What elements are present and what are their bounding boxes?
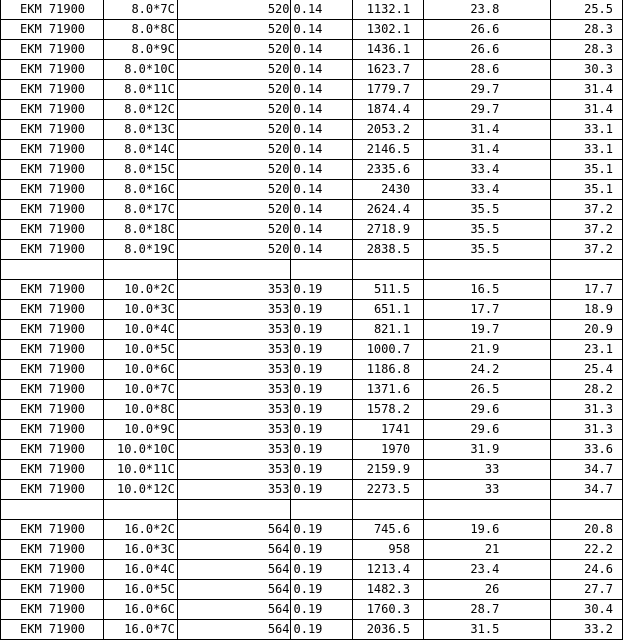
table-cell: 564: [177, 620, 290, 640]
table-cell: 34.7: [551, 480, 623, 500]
table-cell: 16.0*6C: [104, 600, 178, 620]
table-cell: 31.4: [551, 100, 623, 120]
table-cell: 0.19: [290, 620, 353, 640]
table-cell: 1000.7: [353, 340, 424, 360]
table-cell: 23.4: [424, 560, 551, 580]
table-cell: 31.4: [424, 140, 551, 160]
table-row: [1, 160, 623, 180]
table-cell: 520: [177, 200, 290, 220]
table-cell: 1186.8: [353, 360, 424, 380]
table-cell: 1371.6: [353, 380, 424, 400]
table-cell: 28.6: [424, 60, 551, 80]
table-row: [1, 220, 623, 240]
table-cell: [424, 500, 551, 520]
table-cell: [353, 500, 424, 520]
table-cell: 1132.1: [353, 0, 424, 20]
table-cell: 1578.2: [353, 400, 424, 420]
table-cell: 520: [177, 180, 290, 200]
table-row: [1, 400, 623, 420]
table-cell: 0.19: [290, 300, 353, 320]
table-cell: 0.14: [290, 20, 353, 40]
table-cell: 26: [424, 580, 551, 600]
table-cell: 26.6: [424, 40, 551, 60]
table-cell: 31.5: [424, 620, 551, 640]
table-cell: 353: [177, 360, 290, 380]
table-cell: 2273.5: [353, 480, 424, 500]
table-cell: 33.1: [551, 120, 623, 140]
table-cell: 1213.4: [353, 560, 424, 580]
table-cell: 23.1: [551, 340, 623, 360]
table-cell: 1482.3: [353, 580, 424, 600]
table-cell: 27.7: [551, 580, 623, 600]
table-cell: 35.1: [551, 160, 623, 180]
table-cell: 8.0*13C: [104, 120, 178, 140]
table-cell: EKM 71900: [1, 420, 104, 440]
table-cell: 8.0*8C: [104, 20, 178, 40]
table-cell: EKM 71900: [1, 360, 104, 380]
table-cell: 1741: [353, 420, 424, 440]
table-cell: 10.0*9C: [104, 420, 178, 440]
table-cell: EKM 71900: [1, 60, 104, 80]
table-cell: 10.0*12C: [104, 480, 178, 500]
table-cell: 0.14: [290, 0, 353, 20]
table-cell: 25.4: [551, 360, 623, 380]
table-row: [1, 340, 623, 360]
table-cell: 31.9: [424, 440, 551, 460]
table-cell: [290, 260, 353, 280]
table-row: [1, 620, 623, 640]
table-cell: 16.5: [424, 280, 551, 300]
table-row: [1, 0, 623, 20]
table-cell: 0.19: [290, 400, 353, 420]
table-cell: 0.14: [290, 120, 353, 140]
table-cell: 33.1: [551, 140, 623, 160]
table-cell: 8.0*11C: [104, 80, 178, 100]
table-cell: 0.14: [290, 60, 353, 80]
table-cell: 520: [177, 160, 290, 180]
table-cell: EKM 71900: [1, 400, 104, 420]
table-cell: 8.0*9C: [104, 40, 178, 60]
table-cell: 31.3: [551, 420, 623, 440]
table-row: [1, 580, 623, 600]
table-cell: 33.4: [424, 160, 551, 180]
table-cell: 520: [177, 120, 290, 140]
table-cell: EKM 71900: [1, 380, 104, 400]
table-cell: 8.0*19C: [104, 240, 178, 260]
table-cell: 353: [177, 440, 290, 460]
table-cell: 37.2: [551, 200, 623, 220]
table-cell: 20.8: [551, 520, 623, 540]
table-cell: 23.8: [424, 0, 551, 20]
table-cell: 8.0*10C: [104, 60, 178, 80]
table-cell: 0.19: [290, 380, 353, 400]
table-cell: 651.1: [353, 300, 424, 320]
table-cell: EKM 71900: [1, 120, 104, 140]
table-cell: 19.6: [424, 520, 551, 540]
table-cell: 0.19: [290, 320, 353, 340]
table-cell: EKM 71900: [1, 320, 104, 340]
table-cell: [104, 260, 178, 280]
table-cell: 2718.9: [353, 220, 424, 240]
table-cell: 0.19: [290, 560, 353, 580]
table-cell: 0.19: [290, 340, 353, 360]
table-cell: 2430: [353, 180, 424, 200]
table-cell: 520: [177, 0, 290, 20]
table-cell: 34.7: [551, 460, 623, 480]
table-row: [1, 440, 623, 460]
table-cell: 29.7: [424, 80, 551, 100]
table-cell: 353: [177, 280, 290, 300]
table-cell: 520: [177, 80, 290, 100]
table-cell: 10.0*5C: [104, 340, 178, 360]
table-cell: EKM 71900: [1, 280, 104, 300]
table-cell: [424, 260, 551, 280]
table-cell: EKM 71900: [1, 40, 104, 60]
table-row: [1, 100, 623, 120]
table-cell: EKM 71900: [1, 540, 104, 560]
table-cell: 1623.7: [353, 60, 424, 80]
table-cell: 0.19: [290, 480, 353, 500]
table-cell: EKM 71900: [1, 340, 104, 360]
table-row: [1, 240, 623, 260]
table-cell: EKM 71900: [1, 600, 104, 620]
table-cell: 33.2: [551, 620, 623, 640]
table-cell: 29.7: [424, 100, 551, 120]
table-cell: [353, 260, 424, 280]
table-cell: 353: [177, 380, 290, 400]
table-cell: 10.0*8C: [104, 400, 178, 420]
table-row: [1, 60, 623, 80]
table-row: [1, 280, 623, 300]
table-row: [1, 420, 623, 440]
table-cell: 1874.4: [353, 100, 424, 120]
table-cell: 24.6: [551, 560, 623, 580]
table-cell: 8.0*18C: [104, 220, 178, 240]
table-cell: 0.14: [290, 220, 353, 240]
table-cell: 0.19: [290, 580, 353, 600]
table-cell: 28.2: [551, 380, 623, 400]
table-cell: [551, 500, 623, 520]
table-cell: EKM 71900: [1, 80, 104, 100]
table-cell: 16.0*3C: [104, 540, 178, 560]
table-cell: 8.0*7C: [104, 0, 178, 20]
table-cell: EKM 71900: [1, 520, 104, 540]
table-cell: 1779.7: [353, 80, 424, 100]
table-cell: EKM 71900: [1, 460, 104, 480]
table-cell: 19.7: [424, 320, 551, 340]
table-cell: 0.14: [290, 180, 353, 200]
table-cell: 17.7: [424, 300, 551, 320]
table-cell: EKM 71900: [1, 300, 104, 320]
table-cell: [290, 500, 353, 520]
table-cell: 10.0*6C: [104, 360, 178, 380]
table-cell: 30.3: [551, 60, 623, 80]
table-row: [1, 380, 623, 400]
table-cell: [551, 260, 623, 280]
table-cell: 0.19: [290, 360, 353, 380]
table-cell: 28.3: [551, 40, 623, 60]
table-cell: EKM 71900: [1, 240, 104, 260]
table-cell: 353: [177, 320, 290, 340]
table-row: [1, 80, 623, 100]
table-cell: 2335.6: [353, 160, 424, 180]
table-cell: 2838.5: [353, 240, 424, 260]
table-cell: 16.0*7C: [104, 620, 178, 640]
table-cell: 35.5: [424, 200, 551, 220]
table-cell: EKM 71900: [1, 580, 104, 600]
table-cell: 0.19: [290, 460, 353, 480]
blank-row: [1, 500, 623, 520]
table-cell: 26.5: [424, 380, 551, 400]
table-cell: 0.19: [290, 540, 353, 560]
table-cell: [177, 500, 290, 520]
table-cell: 35.5: [424, 240, 551, 260]
table-row: [1, 360, 623, 380]
table-cell: 1302.1: [353, 20, 424, 40]
table-cell: [177, 260, 290, 280]
table-cell: 28.7: [424, 600, 551, 620]
table-cell: 0.19: [290, 440, 353, 460]
table-cell: EKM 71900: [1, 180, 104, 200]
table-cell: 25.5: [551, 0, 623, 20]
table-cell: 1760.3: [353, 600, 424, 620]
table-cell: 37.2: [551, 240, 623, 260]
table-cell: 0.19: [290, 520, 353, 540]
table-cell: 10.0*11C: [104, 460, 178, 480]
table-cell: 958: [353, 540, 424, 560]
table-cell: 33.4: [424, 180, 551, 200]
table-cell: 26.6: [424, 20, 551, 40]
table-row: [1, 20, 623, 40]
table-cell: 564: [177, 520, 290, 540]
table-cell: 564: [177, 540, 290, 560]
table-cell: 21: [424, 540, 551, 560]
table-cell: 353: [177, 300, 290, 320]
table-cell: 564: [177, 560, 290, 580]
table-cell: 353: [177, 400, 290, 420]
table-row: [1, 320, 623, 340]
table-cell: 2159.9: [353, 460, 424, 480]
table-cell: [1, 500, 104, 520]
table-cell: 10.0*4C: [104, 320, 178, 340]
table-cell: 520: [177, 140, 290, 160]
table-cell: 0.14: [290, 140, 353, 160]
table-cell: EKM 71900: [1, 560, 104, 580]
table-cell: [1, 260, 104, 280]
table-cell: EKM 71900: [1, 200, 104, 220]
table-cell: 24.2: [424, 360, 551, 380]
table-cell: 28.3: [551, 20, 623, 40]
table-cell: 353: [177, 480, 290, 500]
table-cell: 29.6: [424, 400, 551, 420]
table-row: [1, 560, 623, 580]
table-cell: 10.0*10C: [104, 440, 178, 460]
table-cell: EKM 71900: [1, 220, 104, 240]
table-cell: [104, 500, 178, 520]
table-cell: 2036.5: [353, 620, 424, 640]
table-cell: 8.0*15C: [104, 160, 178, 180]
table-cell: 8.0*14C: [104, 140, 178, 160]
table-row: [1, 40, 623, 60]
table-cell: 33: [424, 460, 551, 480]
table-row: [1, 180, 623, 200]
blank-row: [1, 260, 623, 280]
table-cell: 31.4: [424, 120, 551, 140]
table-cell: 16.0*5C: [104, 580, 178, 600]
table-cell: 10.0*7C: [104, 380, 178, 400]
table-cell: 29.6: [424, 420, 551, 440]
table-cell: 2053.2: [353, 120, 424, 140]
table-cell: 2624.4: [353, 200, 424, 220]
table-cell: 1970: [353, 440, 424, 460]
table-cell: EKM 71900: [1, 440, 104, 460]
table-cell: 520: [177, 20, 290, 40]
table-cell: 0.19: [290, 280, 353, 300]
table-cell: 16.0*4C: [104, 560, 178, 580]
table-cell: EKM 71900: [1, 160, 104, 180]
table-cell: 18.9: [551, 300, 623, 320]
table-cell: 520: [177, 220, 290, 240]
table-row: [1, 120, 623, 140]
table-cell: 20.9: [551, 320, 623, 340]
table-cell: 33.6: [551, 440, 623, 460]
table-cell: 22.2: [551, 540, 623, 560]
table-cell: 520: [177, 40, 290, 60]
table-cell: EKM 71900: [1, 20, 104, 40]
table-cell: 0.19: [290, 600, 353, 620]
table-cell: 10.0*3C: [104, 300, 178, 320]
table-cell: 0.14: [290, 160, 353, 180]
table-row: [1, 200, 623, 220]
table-row: [1, 300, 623, 320]
table-cell: 520: [177, 100, 290, 120]
table-cell: EKM 71900: [1, 100, 104, 120]
table-cell: 16.0*2C: [104, 520, 178, 540]
table-cell: 31.4: [551, 80, 623, 100]
table-cell: 33: [424, 480, 551, 500]
table-cell: EKM 71900: [1, 0, 104, 20]
table-cell: 821.1: [353, 320, 424, 340]
table-cell: 0.14: [290, 100, 353, 120]
table-cell: 8.0*17C: [104, 200, 178, 220]
table-cell: EKM 71900: [1, 140, 104, 160]
table-cell: EKM 71900: [1, 480, 104, 500]
table-cell: 35.1: [551, 180, 623, 200]
table-cell: EKM 71900: [1, 620, 104, 640]
table-cell: 8.0*16C: [104, 180, 178, 200]
table-cell: 10.0*2C: [104, 280, 178, 300]
table-cell: 564: [177, 600, 290, 620]
table-cell: 0.14: [290, 40, 353, 60]
table-cell: 30.4: [551, 600, 623, 620]
table-row: [1, 140, 623, 160]
table-cell: 31.3: [551, 400, 623, 420]
table-cell: 21.9: [424, 340, 551, 360]
table-cell: 17.7: [551, 280, 623, 300]
table-cell: 2146.5: [353, 140, 424, 160]
table-cell: 0.14: [290, 200, 353, 220]
table-row: [1, 520, 623, 540]
table-row: [1, 540, 623, 560]
table-cell: 564: [177, 580, 290, 600]
table-row: [1, 460, 623, 480]
table-row: [1, 480, 623, 500]
table-cell: 745.6: [353, 520, 424, 540]
table-cell: 520: [177, 60, 290, 80]
table-cell: 520: [177, 240, 290, 260]
table-cell: 353: [177, 340, 290, 360]
table-cell: 8.0*12C: [104, 100, 178, 120]
table-cell: 353: [177, 460, 290, 480]
table-cell: 35.5: [424, 220, 551, 240]
table-cell: 353: [177, 420, 290, 440]
table-row: [1, 600, 623, 620]
table-cell: 0.14: [290, 80, 353, 100]
table-cell: 0.14: [290, 240, 353, 260]
table-cell: 0.19: [290, 420, 353, 440]
table-cell: 1436.1: [353, 40, 424, 60]
table-cell: 511.5: [353, 280, 424, 300]
table-cell: 37.2: [551, 220, 623, 240]
